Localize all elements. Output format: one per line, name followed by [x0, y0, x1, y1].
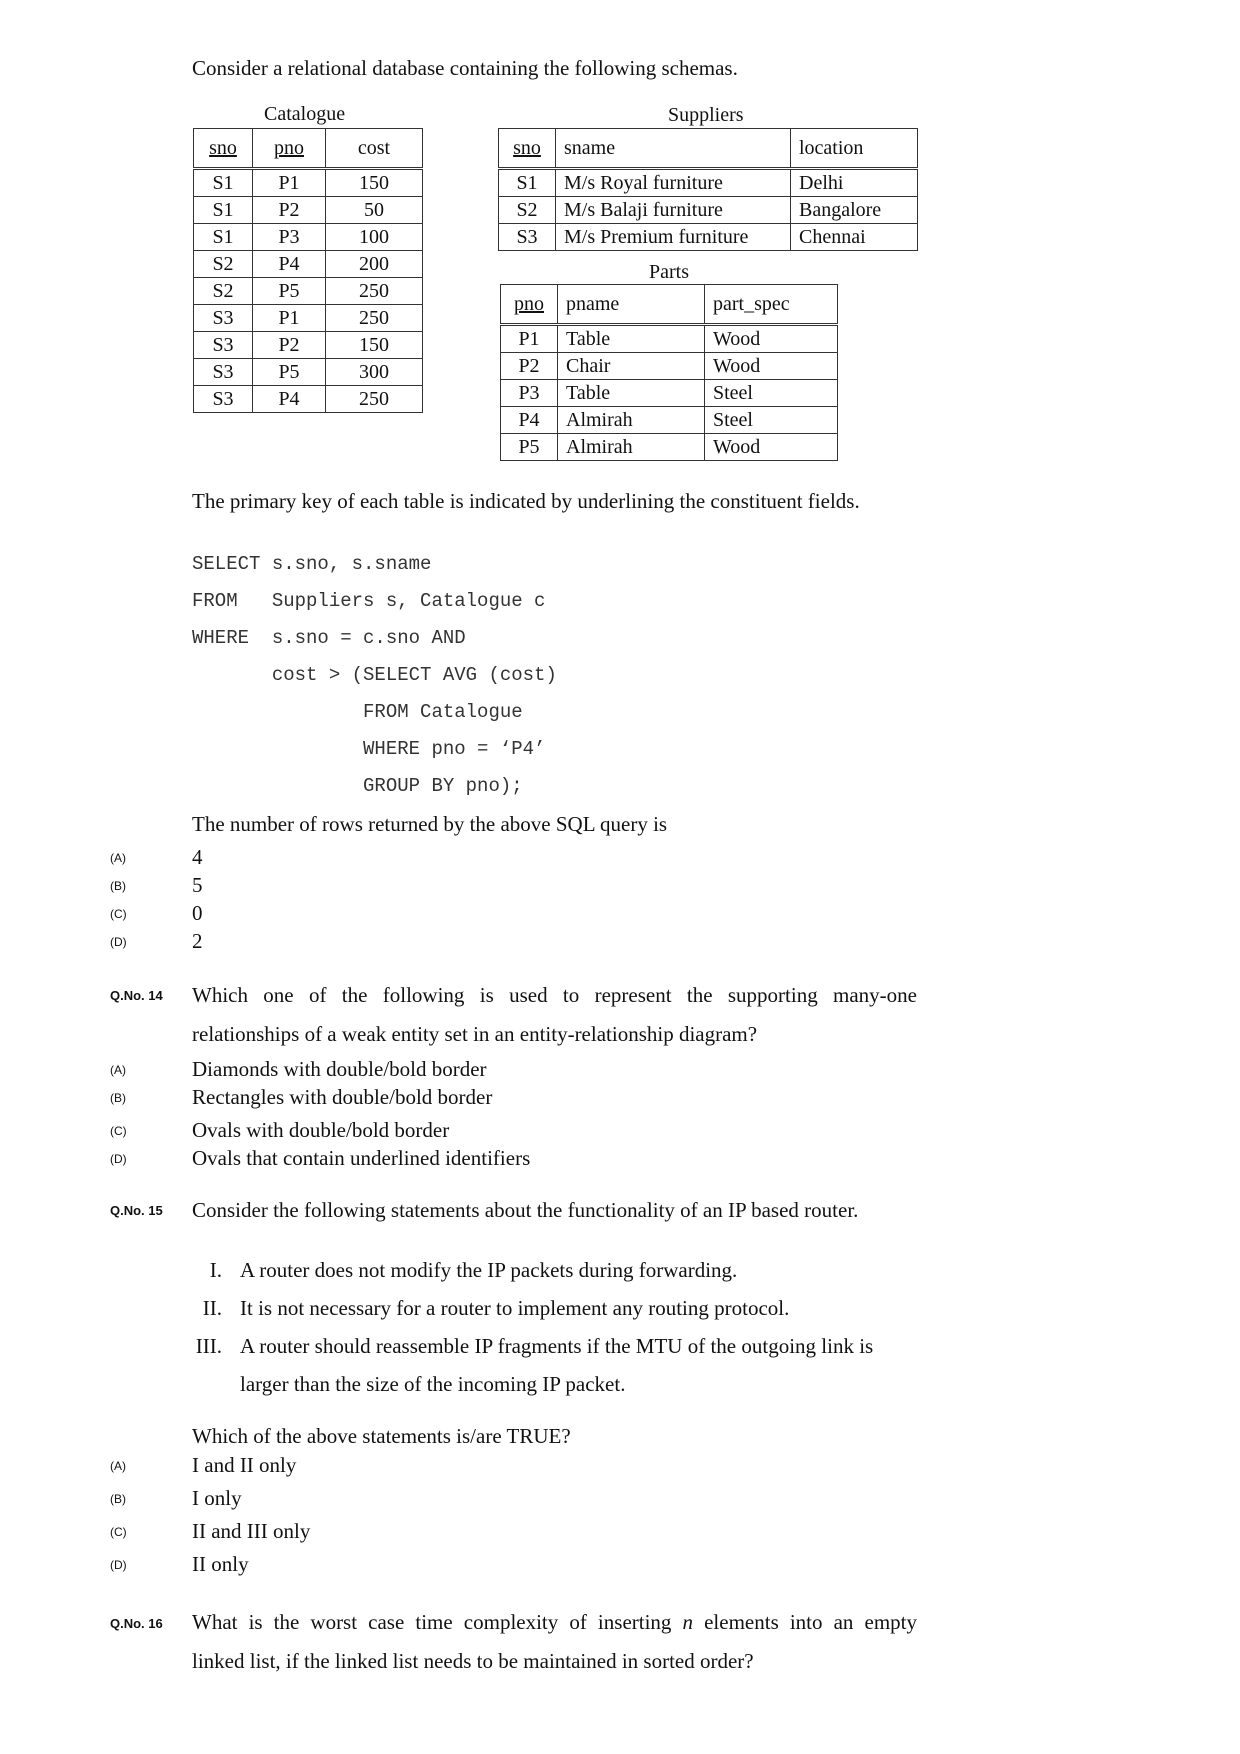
q15-option-a[interactable]: I and II only	[192, 1453, 297, 1477]
parts-row	[501, 407, 838, 434]
q14-option-d[interactable]: Ovals that contain underlined identifiers	[192, 1146, 531, 1170]
catalogue-header-sno: sno	[194, 129, 253, 169]
catalogue-cell: 150	[326, 169, 423, 197]
catalogue-cell: S2	[194, 251, 253, 278]
parts-row	[501, 353, 838, 380]
sql-line: FROM Suppliers s, Catalogue c	[192, 590, 546, 612]
catalogue-row	[194, 169, 423, 197]
suppliers-cell: S3	[499, 224, 556, 251]
q13-option-d-label: (D)	[110, 935, 127, 949]
catalogue-cell: 250	[326, 305, 423, 332]
catalogue-header-pno: pno	[253, 129, 326, 169]
suppliers-cell: Bangalore	[791, 197, 918, 224]
parts-cell: Wood	[705, 353, 838, 380]
catalogue-row	[194, 224, 423, 251]
suppliers-row	[499, 224, 918, 251]
sql-line: cost > (SELECT AVG (cost)	[192, 664, 557, 686]
catalogue-cell: P1	[253, 169, 326, 197]
parts-row	[501, 434, 838, 461]
q16-stem-text: What is the worst case time complexity of inserting	[192, 1610, 683, 1634]
q16-variable-n: n	[682, 1610, 694, 1634]
q15-statement-3: A router should reassemble IP fragments if the MTU of the outgoing link is	[240, 1334, 874, 1358]
catalogue-table	[193, 128, 423, 413]
catalogue-row	[194, 251, 423, 278]
suppliers-cell: M/s Balaji furniture	[556, 197, 791, 224]
suppliers-title: Suppliers	[668, 104, 744, 126]
q16-stem-line1	[192, 1610, 917, 1634]
q13-option-a-label: (A)	[110, 851, 126, 865]
suppliers-cell: S1	[499, 169, 556, 197]
q15-stem: Consider the following statements about the functionality of an IP based router.	[192, 1198, 859, 1222]
sql-line: SELECT s.sno, s.sname	[192, 553, 432, 575]
catalogue-row	[194, 359, 423, 386]
q14-number: Q.No. 14	[110, 988, 163, 1003]
parts-cell: P1	[501, 325, 558, 353]
q15-statement-1-number: I.	[209, 1258, 222, 1282]
catalogue-cell: P1	[253, 305, 326, 332]
catalogue-row	[194, 197, 423, 224]
parts-cell: Wood	[705, 325, 838, 353]
catalogue-cell: P5	[253, 359, 326, 386]
q15-statement-2: It is not necessary for a router to implement any routing protocol.	[240, 1296, 790, 1320]
catalogue-cell: P2	[253, 332, 326, 359]
catalogue-cell: 100	[326, 224, 423, 251]
catalogue-cell: S1	[194, 224, 253, 251]
q14-option-c-label: (C)	[110, 1124, 127, 1138]
intro-text: Consider a relational database containing the following schemas.	[192, 56, 738, 80]
q14-option-a[interactable]: Diamonds with double/bold border	[192, 1057, 487, 1081]
parts-cell: Almirah	[558, 434, 705, 461]
catalogue-cell: P2	[253, 197, 326, 224]
parts-cell: Wood	[705, 434, 838, 461]
catalogue-cell: S2	[194, 278, 253, 305]
q15-option-d[interactable]: II only	[192, 1552, 249, 1576]
suppliers-row	[499, 169, 918, 197]
suppliers-table	[498, 128, 918, 251]
q15-option-b-label: (B)	[110, 1492, 126, 1506]
suppliers-header-location: location	[791, 129, 918, 169]
catalogue-row	[194, 332, 423, 359]
q14-option-c[interactable]: Ovals with double/bold border	[192, 1118, 450, 1142]
q13-option-c[interactable]: 0	[192, 901, 203, 925]
q15-option-c[interactable]: II and III only	[192, 1519, 311, 1543]
q15-question: Which of the above statements is/are TRUE?	[192, 1424, 571, 1448]
q15-statement-2-number: II.	[202, 1296, 222, 1320]
parts-table	[500, 284, 838, 461]
catalogue-cell: 150	[326, 332, 423, 359]
parts-cell: Steel	[705, 407, 838, 434]
sql-line: GROUP BY pno);	[192, 775, 523, 797]
q16-number: Q.No. 16	[110, 1616, 163, 1631]
q13-option-d[interactable]: 2	[192, 929, 203, 953]
parts-cell: P4	[501, 407, 558, 434]
catalogue-cell: S3	[194, 332, 253, 359]
suppliers-cell: M/s Royal furniture	[556, 169, 791, 197]
catalogue-cell: S3	[194, 386, 253, 413]
sql-line: WHERE pno = ‘P4’	[192, 738, 546, 760]
parts-cell: P2	[501, 353, 558, 380]
q15-statement-3-number: III.	[195, 1334, 222, 1358]
suppliers-cell: Delhi	[791, 169, 918, 197]
q16-stem-line2: linked list, if the linked list needs to be maintained in sorted order?	[192, 1649, 754, 1673]
primary-key-note: The primary key of each table is indicated by underlining the constituent fields.	[192, 489, 860, 513]
catalogue-cell: 200	[326, 251, 423, 278]
parts-cell: Table	[558, 380, 705, 407]
parts-header-pno: pno	[501, 285, 558, 325]
parts-row	[501, 380, 838, 407]
suppliers-header-sno: sno	[499, 129, 556, 169]
parts-title: Parts	[649, 261, 689, 283]
catalogue-row	[194, 386, 423, 413]
sql-query	[192, 553, 557, 812]
sql-line: WHERE s.sno = c.sno AND	[192, 627, 466, 649]
suppliers-cell: Chennai	[791, 224, 918, 251]
suppliers-cell: M/s Premium furniture	[556, 224, 791, 251]
q15-statement-1: A router does not modify the IP packets during forwarding.	[240, 1258, 738, 1282]
q14-option-d-label: (D)	[110, 1152, 127, 1166]
q14-option-b[interactable]: Rectangles with double/bold border	[192, 1085, 493, 1109]
q14-option-a-label: (A)	[110, 1063, 126, 1077]
catalogue-title: Catalogue	[264, 103, 346, 125]
parts-header-part-spec: part_spec	[705, 285, 838, 325]
catalogue-cell: P4	[253, 386, 326, 413]
parts-cell: P3	[501, 380, 558, 407]
q13-option-b[interactable]: 5	[192, 873, 203, 897]
catalogue-header-cost: cost	[326, 129, 423, 169]
catalogue-cell: 250	[326, 386, 423, 413]
catalogue-cell: S3	[194, 359, 253, 386]
catalogue-row	[194, 305, 423, 332]
catalogue-row	[194, 278, 423, 305]
catalogue-cell: 300	[326, 359, 423, 386]
catalogue-cell: S1	[194, 169, 253, 197]
suppliers-row	[499, 197, 918, 224]
q13-stem: The number of rows returned by the above SQL query is	[192, 812, 668, 836]
parts-row	[501, 325, 838, 353]
parts-cell: Steel	[705, 380, 838, 407]
catalogue-cell: P4	[253, 251, 326, 278]
q15-statement-3-continued: larger than the size of the incoming IP packet.	[240, 1372, 626, 1396]
catalogue-cell: P5	[253, 278, 326, 305]
q14-option-b-label: (B)	[110, 1091, 126, 1105]
q13-option-a[interactable]: 4	[192, 845, 203, 869]
q16-stem-text: elements into an empty	[693, 1610, 917, 1634]
parts-cell: Chair	[558, 353, 705, 380]
catalogue-cell: S3	[194, 305, 253, 332]
q14-stem-line2: relationships of a weak entity set in an entity-relationship diagram?	[192, 1022, 758, 1046]
suppliers-cell: S2	[499, 197, 556, 224]
suppliers-header-sname: sname	[556, 129, 791, 169]
q13-option-c-label: (C)	[110, 907, 127, 921]
parts-cell: Almirah	[558, 407, 705, 434]
q15-option-a-label: (A)	[110, 1459, 126, 1473]
q15-number: Q.No. 15	[110, 1203, 163, 1218]
catalogue-cell: 50	[326, 197, 423, 224]
q15-option-b[interactable]: I only	[192, 1486, 242, 1510]
catalogue-cell: 250	[326, 278, 423, 305]
parts-header-pname: pname	[558, 285, 705, 325]
parts-cell: P5	[501, 434, 558, 461]
q13-option-b-label: (B)	[110, 879, 126, 893]
q14-stem-line1: Which one of the following is used to represent the supporting many-one	[192, 983, 917, 1007]
parts-cell: Table	[558, 325, 705, 353]
q15-option-c-label: (C)	[110, 1525, 127, 1539]
q15-option-d-label: (D)	[110, 1558, 127, 1572]
catalogue-cell: S1	[194, 197, 253, 224]
catalogue-cell: P3	[253, 224, 326, 251]
sql-line: FROM Catalogue	[192, 701, 523, 723]
